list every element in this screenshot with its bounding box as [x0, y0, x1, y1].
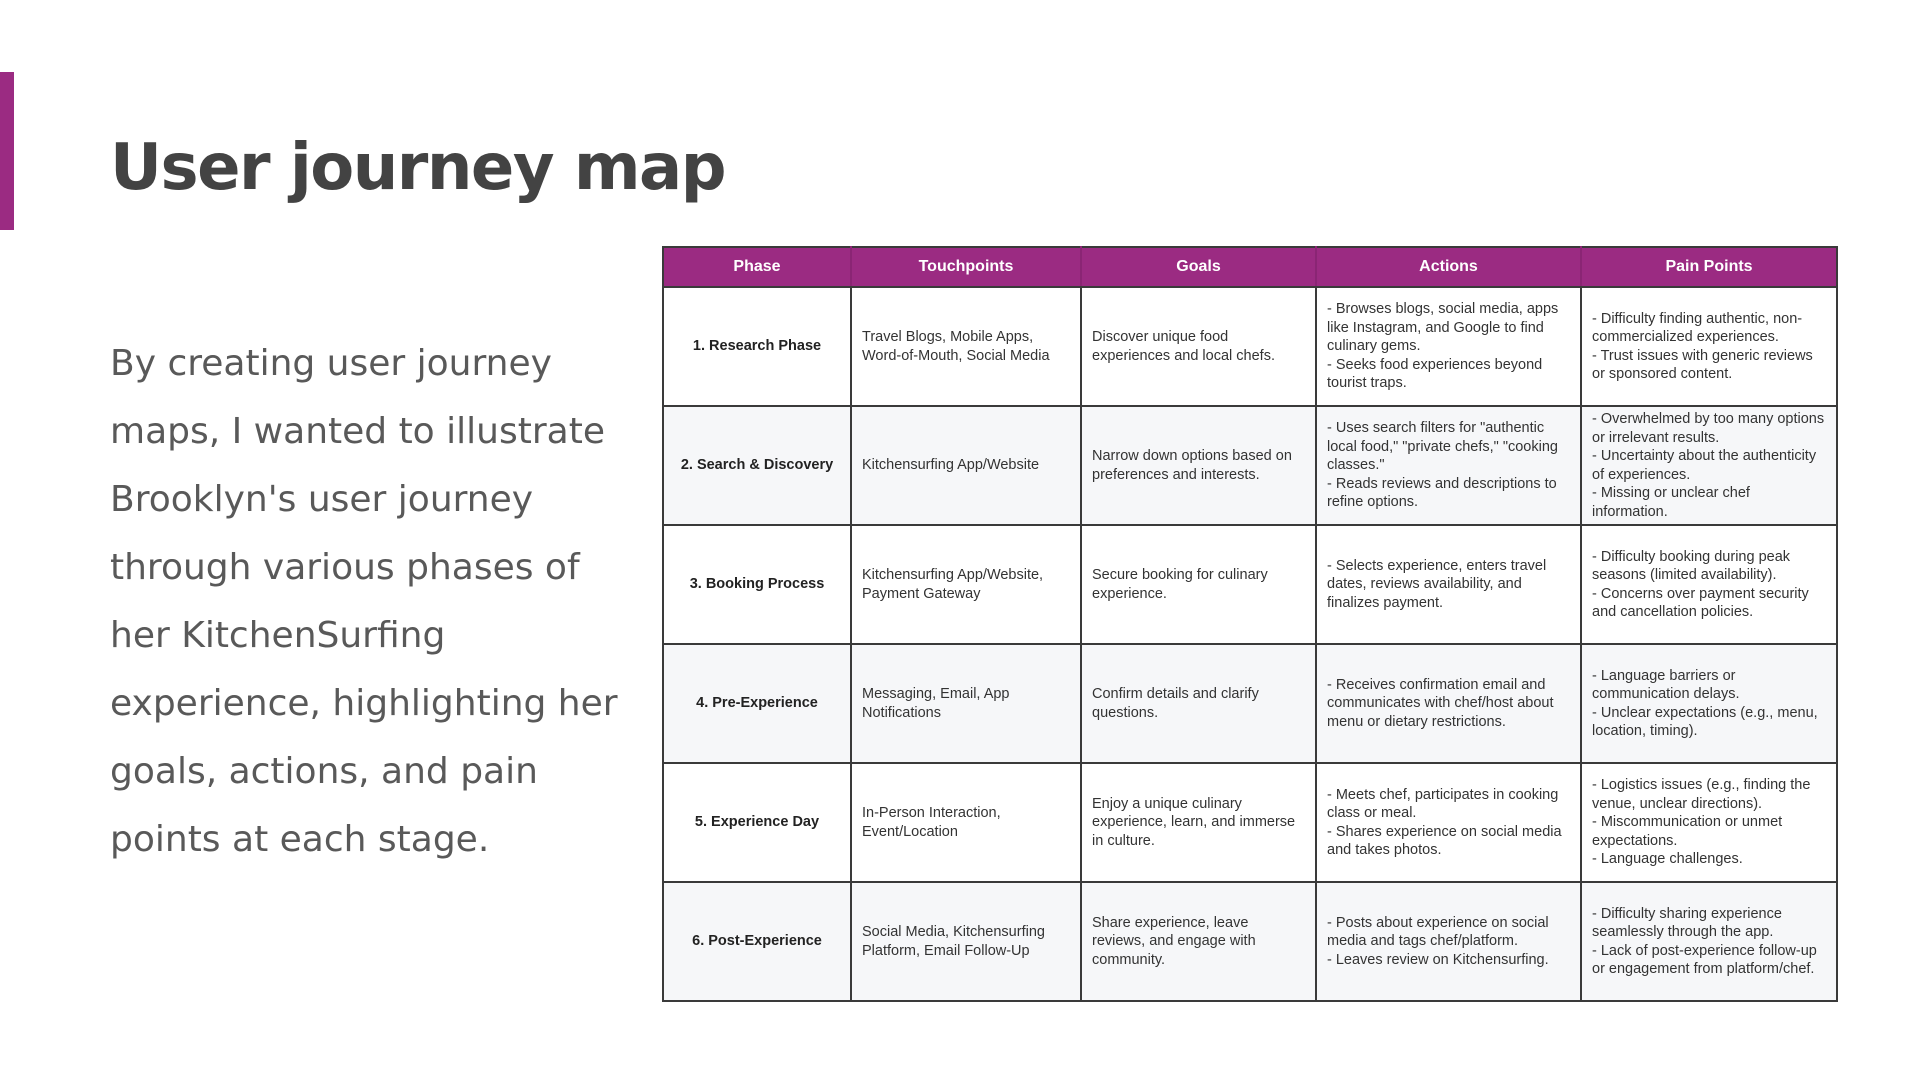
- phase-cell: 2. Search & Discovery: [663, 406, 851, 525]
- goals-cell: Share experience, leave reviews, and engage with community.: [1081, 882, 1316, 1001]
- pain-points-cell: - Difficulty booking during peak seasons (limited availability). - Concerns over payment security and cancellation policies.: [1581, 525, 1837, 644]
- goals-cell: Confirm details and clarify questions.: [1081, 644, 1316, 763]
- pain-points-cell: - Difficulty finding authentic, non-commercialized experiences. - Trust issues with generic reviews or sponsored content.: [1581, 287, 1837, 406]
- actions-cell: - Selects experience, enters travel dates, reviews availability, and finalizes payment.: [1316, 525, 1581, 644]
- goals-cell: Enjoy a unique culinary experience, learn, and immerse in culture.: [1081, 763, 1316, 882]
- actions-cell: - Browses blogs, social media, apps like Instagram, and Google to find culinary gems. - Seeks food experiences beyond tourist traps.: [1316, 287, 1581, 406]
- phase-cell: 3. Booking Process: [663, 525, 851, 644]
- actions-cell: - Meets chef, participates in cooking class or meal. - Shares experience on social media and takes photos.: [1316, 763, 1581, 882]
- actions-cell: - Receives confirmation email and communicates with chef/host about menu or dietary restrictions.: [1316, 644, 1581, 763]
- table-header-row: [663, 247, 1837, 287]
- intro-paragraph: By creating user journey maps, I wanted to illustrate Brooklyn's user journey through various phases of her KitchenSurfing experience, highlighting her goals, actions, and pain points at each stage.: [110, 343, 618, 860]
- touchpoints-cell: Social Media, Kitchensurfing Platform, Email Follow-Up: [851, 882, 1081, 1001]
- journey-map-table: [662, 246, 1838, 1002]
- header-phase: Phase: [663, 247, 851, 287]
- pain-points-cell: - Language barriers or communication delays. - Unclear expectations (e.g., menu, location, timing).: [1581, 644, 1837, 763]
- phase-cell: 4. Pre-Experience: [663, 644, 851, 763]
- table-row: [663, 406, 1837, 525]
- table-row: [663, 882, 1837, 1001]
- phase-cell: 5. Experience Day: [663, 763, 851, 882]
- touchpoints-cell: Kitchensurfing App/Website, Payment Gateway: [851, 525, 1081, 644]
- table-row: [663, 287, 1837, 406]
- goals-cell: Discover unique food experiences and local chefs.: [1081, 287, 1316, 406]
- actions-cell: - Posts about experience on social media and tags chef/platform. - Leaves review on Kitchensurfing.: [1316, 882, 1581, 1001]
- header-goals: Goals: [1081, 247, 1316, 287]
- touchpoints-cell: Messaging, Email, App Notifications: [851, 644, 1081, 763]
- pain-points-cell: - Overwhelmed by too many options or irrelevant results. - Uncertainty about the authenticity of experiences. - Missing or unclear chef information.: [1581, 406, 1837, 525]
- table-row: [663, 525, 1837, 644]
- phase-cell: 1. Research Phase: [663, 287, 851, 406]
- header-touchpoints: Touchpoints: [851, 247, 1081, 287]
- goals-cell: Narrow down options based on preferences and interests.: [1081, 406, 1316, 525]
- touchpoints-cell: Travel Blogs, Mobile Apps, Word-of-Mouth, Social Media: [851, 287, 1081, 406]
- table-row: [663, 763, 1837, 882]
- header-pain-points: Pain Points: [1581, 247, 1837, 287]
- actions-cell: - Uses search filters for "authentic local food," "private chefs," "cooking classes." - Reads reviews and descriptions to refine options.: [1316, 406, 1581, 525]
- header-actions: Actions: [1316, 247, 1581, 287]
- pain-points-cell: - Logistics issues (e.g., finding the venue, unclear directions). - Miscommunication or unmet expectations. - Language challenges.: [1581, 763, 1837, 882]
- table-row: [663, 644, 1837, 763]
- phase-cell: 6. Post-Experience: [663, 882, 851, 1001]
- pain-points-cell: - Difficulty sharing experience seamlessly through the app. - Lack of post-experience follow-up or engagement from platform/chef.: [1581, 882, 1837, 1001]
- goals-cell: Secure booking for culinary experience.: [1081, 525, 1316, 644]
- accent-bar: [0, 72, 14, 230]
- touchpoints-cell: Kitchensurfing App/Website: [851, 406, 1081, 525]
- slide-title: User journey map: [110, 131, 725, 205]
- touchpoints-cell: In-Person Interaction, Event/Location: [851, 763, 1081, 882]
